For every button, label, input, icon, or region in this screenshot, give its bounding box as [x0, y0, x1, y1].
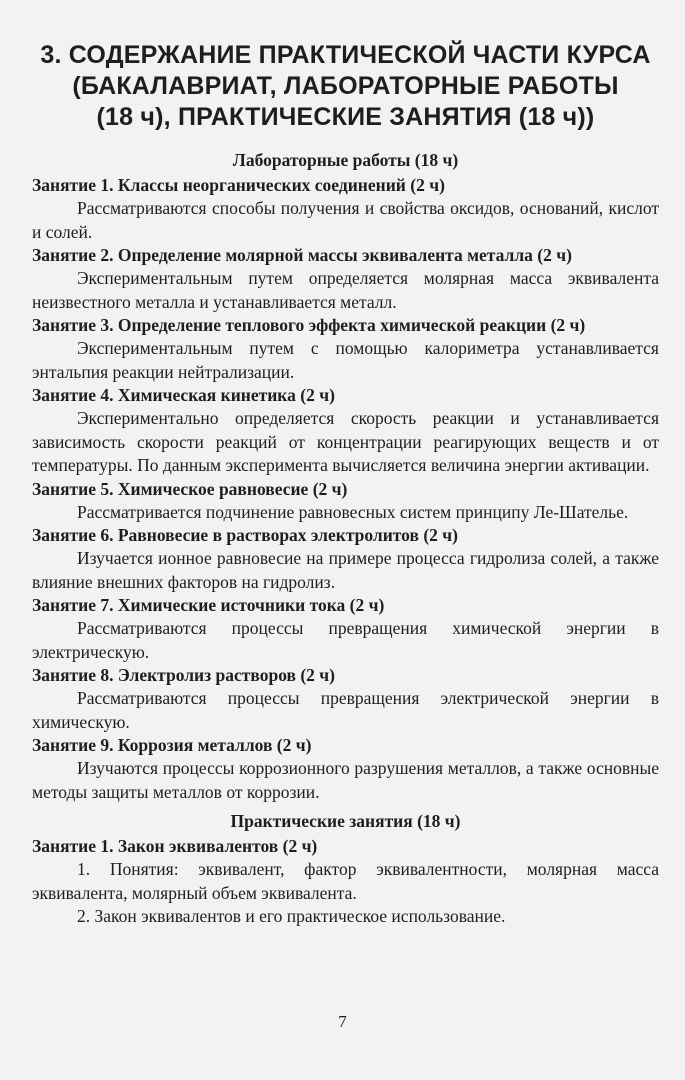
page-number: 7	[338, 1012, 347, 1031]
lesson-text: Экспериментальным путем определяется молярная масса эквивалента неизвестного металла и устанавливается металл.	[32, 268, 659, 312]
lesson-text: Рассматривается подчинение равновесных систем принципу Ле-Шателье.	[77, 501, 629, 522]
lesson-text: Изучаются процессы коррозионного разрушения металлов, а также основные методы защиты металлов от коррозии.	[32, 758, 659, 802]
lesson-text: Изучается ионное равновесие на примере процесса гидролиза солей, а также влияние внешних факторов на гидролиз.	[32, 548, 659, 592]
lab-lesson-7	[32, 594, 659, 664]
chapter-title-line-3: (18 ч), ПРАКТИЧЕСКИЕ ЗАНЯТИЯ (18 ч))	[96, 103, 595, 131]
lesson-text: Экспериментально определяется скорость реакции и устанавливается зависимость скорости реакций от концентрации реагирующих веществ и от температуры. По данным эксперимента вычисляется величина энергии активации.	[32, 408, 659, 475]
lesson-title: Занятие 4. Химическая кинетика (2 ч)	[32, 385, 335, 405]
lesson-title: Занятие 5. Химическое равновесие (2 ч)	[32, 478, 348, 499]
lesson-text: Рассматриваются процессы превращения химической энергии в электрическую.	[32, 618, 659, 662]
lesson-item: 1. Понятия: эквивалент, фактор эквивалентности, молярная масса эквивалента, молярный объем эквивалента.	[32, 859, 659, 903]
lesson-title: Занятие 7. Химические источники тока (2 ч)	[32, 595, 385, 615]
lesson-title: Занятие 2. Определение молярной массы эквивалента металла (2 ч)	[32, 245, 572, 265]
lesson-title: Занятие 1. Закон эквивалентов (2 ч)	[32, 836, 318, 856]
lesson-text: Рассматриваются способы получения и свойства оксидов, оснований, кислот и солей.	[32, 198, 659, 242]
practice-lesson-1	[32, 835, 659, 929]
lab-lesson-4	[32, 384, 659, 478]
lesson-item: 2. Закон эквивалентов и его практическое использование.	[77, 906, 506, 926]
lesson-title: Занятие 6. Равновесие в растворах электролитов (2 ч)	[32, 525, 458, 545]
chapter-title	[32, 40, 659, 133]
chapter-title-line-2: (БАКАЛАВРИАТ, ЛАБОРАТОРНЫЕ РАБОТЫ	[72, 72, 619, 100]
lesson-title: Занятие 1. Классы неорганических соединений (2 ч)	[32, 175, 445, 195]
lesson-text: Рассматриваются процессы превращения электрической энергии в химическую.	[32, 688, 659, 732]
labs-heading: Лабораторные работы (18 ч)	[232, 150, 459, 170]
lab-lesson-9	[32, 734, 659, 804]
lesson-title: Занятие 3. Определение теплового эффекта химической реакции (2 ч)	[32, 315, 586, 335]
lesson-items	[32, 858, 659, 929]
lab-lesson-8	[32, 664, 659, 734]
lab-lesson-6	[32, 524, 659, 594]
lab-lesson-5	[32, 478, 659, 525]
lesson-title: Занятие 9. Коррозия металлов (2 ч)	[32, 735, 312, 755]
lesson-text: Экспериментальным путем с помощью калориметра устанавливается энтальпия реакции нейтрализации.	[32, 338, 659, 382]
lesson-title: Занятие 8. Электролиз растворов (2 ч)	[32, 665, 335, 685]
lab-lesson-3	[32, 314, 659, 384]
lab-lesson-2	[32, 244, 659, 314]
lab-lesson-1	[32, 174, 659, 244]
chapter-title-line-1: 3. СОДЕРЖАНИЕ ПРАКТИЧЕСКОЙ ЧАСТИ КУРСА	[40, 41, 651, 69]
practice-heading: Практические занятия (18 ч)	[230, 811, 461, 831]
